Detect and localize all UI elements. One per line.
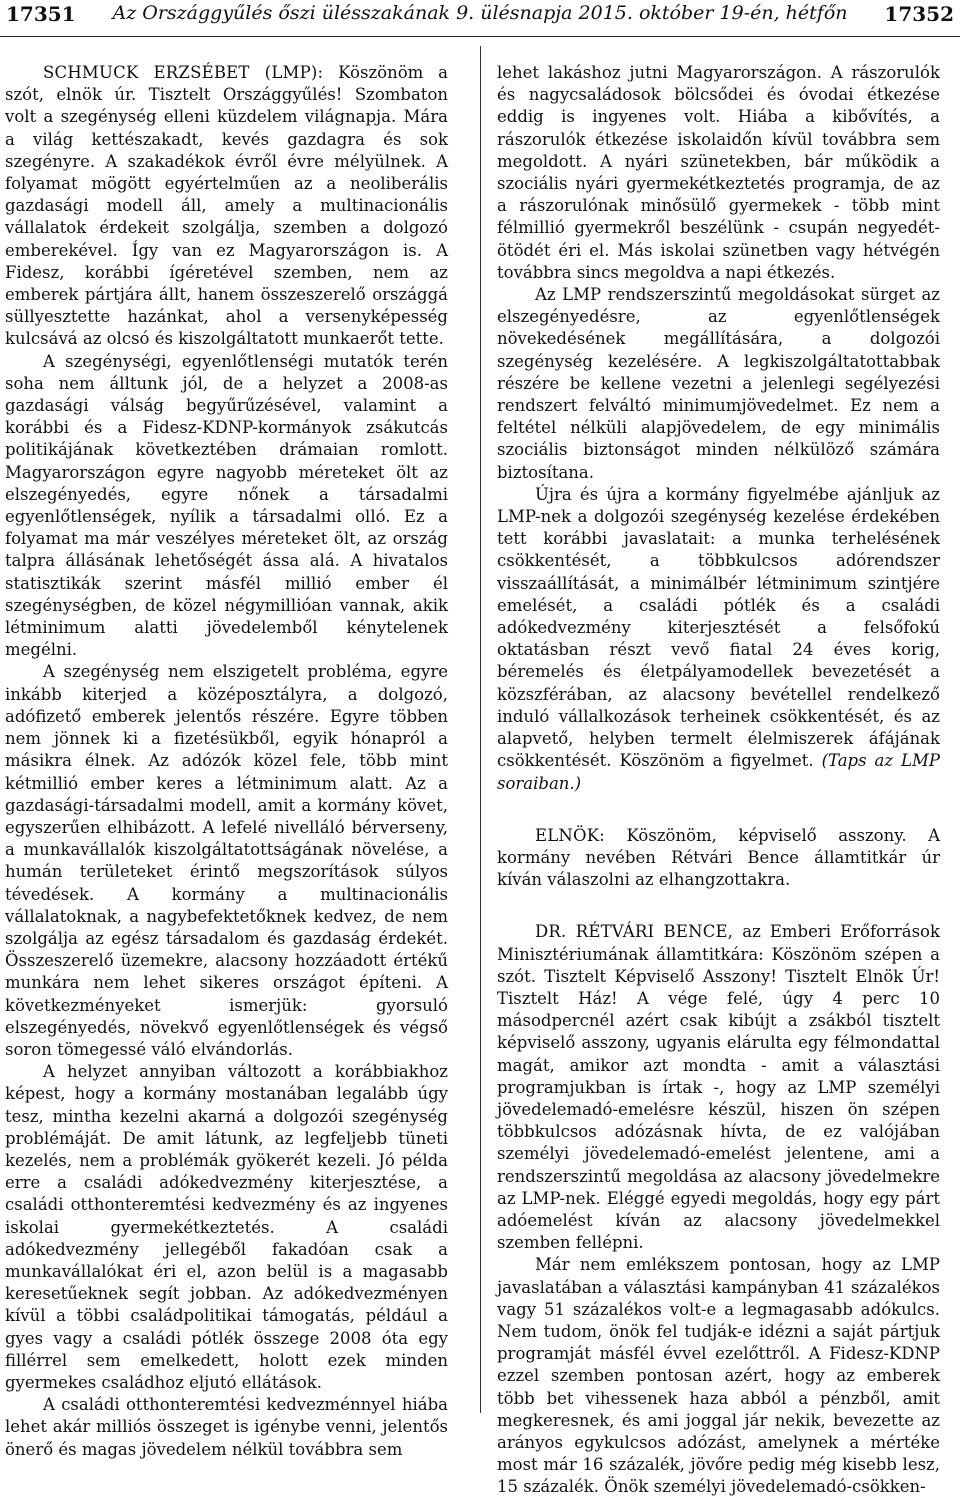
paragraph-text: Újra és újra a kormány figyelmébe ajánljuk az LMP-nek a dolgozói szegénység kezelése érdekében tett korábbi javaslatait: a munka terhelésének csökkentését, a többkulcsos adórendszer visszaállítását, a minimálbér létminimum szintjére emelését, a családi pótlék és a családi adókedvezmény kiterjesztését a felsőfokú oktatásban részt vevő fiatal 24 éves korig, béremelés és életpályamodellek bevezetését a közszférában, az alacsony bevétellel rendelkező induló vállalkozások terheinek csökkentését, és az alapvető, helyben termelt élelmiszerek áfájának csökkentését. Köszönöm a figyelmet. xyxy=(497,484,940,771)
paragraph-continued: lehet lakáshoz jutni Magyarországon. A rászorulók és nagycsaládosok bölcsődei és óvodai étkezése eddig is ingyenes volt. Hiába a kibővítés, a rászorulók étkezése iskolaidőn kívül továbbra sem megoldott. A nyári szünetekben, bár működik a szociális nyári gyermekétkeztetés programja, de az a rászorulónak minősülő gyermekek - több mint félmillió gyermekről beszélünk - csupán negyedét-ötödét éri el. Más iskolai szünetben vagy hétvégén továbbra sincs megoldva a napi étkezés. xyxy=(497,63,940,282)
page-header xyxy=(0,0,960,40)
paragraph-text: Köszönöm, képviselő asszony. A kormány nevében Rétvári Bence államtitkár úr kíván válaszolni az elhangzottakra. xyxy=(497,825,940,890)
running-title: Az Országgyűlés őszi ülésszakának 9. ülésnapja 2015. október 19-én, hétfőn xyxy=(112,2,848,24)
page-number-left: 17351 xyxy=(6,2,76,26)
header-rule xyxy=(0,36,960,37)
speaker-name: DR. RÉTVÁRI BENCE, xyxy=(535,922,734,942)
paragraph: A szegénységi, egyenlőtlenségi mutatók terén soha nem álltunk jól, de a helyzet a 2008-as gazdasági válság begyűrűzésével, valamint a korábbi és a Fidesz-KDNP-kormányok zsákutcás politikájának következtében drámaian romlott. Magyarországon egyre nagyobb méreteket ölt az elszegényedés, egyre nőnek a társadalmi egyenlőtlenségek, nyílik a társadalmi olló. Ez a folyamat ma már veszélyes méreteket ölt, az ország talpra állásának lehetőségét ássa alá. A hivatalos statisztikák szerint másfél millió ember él szegénységben, de közel négymillióan vannak, akik létminimum alatti jövedelemből kénytelenek megélni. xyxy=(5,351,448,660)
paragraph: Az LMP rendszerszintű megoldásokat sürget az elszegényedésre, az egyenlőtlenségek növekedésének megállítására, a dolgozói szegénység kezelésére. A legkiszolgáltatottabbak részére be kellene vezetni a jelenlegi segélyezési rendszert felváltó minimumjövedelmet. Ez nem a feltétel nélküli alapjövedelem, de egy minimális szociális biztonságot minden nélkülöző számára biztosítana. xyxy=(497,285,940,482)
right-column xyxy=(497,62,940,1497)
paragraph: A családi otthonteremtési kedvezménnyel hiába lehet akár milliós összeget is igénybe venni, jelentős önerő és magas jövedelem nélkül továbbra sem xyxy=(5,1395,448,1459)
page-number-right: 17352 xyxy=(884,2,954,26)
speaker-name: ELNÖK: xyxy=(535,825,606,845)
column-divider xyxy=(480,46,481,1413)
paragraph-text: Köszönöm a szót, elnök úr. Tisztelt Országgyűlés! Szombaton volt a szegénység elleni küzdelem világnapja. Mára a világ kettészakadt, kevés gazdagra és sok szegényre. A szakadékok évről évre mélyülnek. A folyamat mögött egyértelműen az a neoliberális gazdasági modell áll, amely a multinacionális vállalatok érdekeit szolgálja, szemben a dolgozó emberekével. Így van ez Magyarországon is. A Fidesz, korábbi ígéretével szemben, nem az emberek pártjára állt, hanem összeszerelő országgá süllyesztette hazánkat, ahol a versenyképesség kulcsává az olcsó és kiszolgáltatott munkaerőt tette. xyxy=(5,63,448,349)
paragraph: A helyzet annyiban változott a korábbiakhoz képest, hogy a kormány mostanában legalább úgy tesz, mintha kezelni akarná a dolgozói szegénység problémáját. De amit látunk, az legfeljebb tüneti kezelés, nem a problémák gyökerét kezeli. Jó példa erre a családi adókedvezmény kiterjesztése, a családi otthonteremtési kedvezmény és az ingyenes iskolai gyermekétkeztetés. A családi adókedvezmény jellegéből fakadóan csak a munkavállalókat éri el, azon belül is a magasabb keresetűeknek segít jobban. Az adókedvezményen kívül a többi családpolitikai támogatás, például a gyes vagy a családi pótlék összege 2008 óta egy fillérrel sem emelkedett, holott ezek minden gyermekes családhoz eljutó ellátások. xyxy=(5,1062,448,1392)
left-column xyxy=(5,62,448,1459)
paragraph: A szegénység nem elszigetelt probléma, egyre inkább kiterjed a középosztályra, a dolgozó, adófizető emberek jelentős részére. Egyre többen nem jönnek ki a fizetésükből, egyik hónapról a másikra élnek. Az adózók közel fele, több mint kétmillió ember keres a létminimum alatt. Az a gazdasági-társadalmi modell, amit a kormány követ, egyszerűen elhibázott. A lefelé nivelláló bérverseny, a munkavállalók kiszolgáltatottságának növelése, a humán területeket érintő megszorítások súlyos tévedések. A kormány a multinacionális vállalatoknak, a nagybefektetőknek kedvez, de nem szolgálja az egész társadalom és gazdaság érdekét. Összeszerelő üzemekre, alacsony hozzáadott értékű munkára nem lehet sikeres országot építeni. A következményeket ismerjük: gyorsuló elszegényedés, növekvő egyenlőtlenségek és végső soron tömegessé váló elvándorlás. xyxy=(5,662,448,1059)
paragraph-retvari xyxy=(497,921,940,1254)
paragraph-text: az Emberi Erőforrások Minisztériumának államtitkára: Köszönöm szépen a szót. Tisztelt Képviselő Asszony! Tisztelt Elnök Úr! Tisztelt Ház! A vége felé, úgy 4 perc 10 másodpercnél azért csak kibújt a zsákból tisztelt képviselő asszony, ugyanis elárulta egy félmondattal magát, amikor azt mondta - amit a választási programjukban is írtak -, hogy az LMP személyi jövedelemadó-emelésre készül, hiszen ön szépen többkulcsos adózásnak hívta, de ez valójában személyi jövedelemadó-emelést jelentene, ami a rendszerszintű megoldása az alacsony jövedelmekre az LMP-nek. Eléggé egyedi megoldás, hogy egy párt adóemelést kíván az alacsony jövedelmekkel szemben fellépni. xyxy=(497,922,940,1253)
paragraph-elnok xyxy=(497,825,940,892)
paragraph: Már nem emlékszem pontosan, hogy az LMP javaslatában a választási kampányban 41 százalékos vagy 51 százalékos volt-e a legmagasabb adókulcs. Nem tudom, önök fel tudják-e idézni a saját pártjuk programját másfél évvel ezelőttről. A Fidesz-KDNP ezzel szemben pontosan azért, hogy az emberek több bet vihessenek haza abból a pénzből, amit megkeresnek, és ami joggal jár nekik, bevezette az arányos egykulcsos adózást, amelynek a mértéke most már 16 százalék, jövőre pedig még kisebb lesz, 15 százalék. Önök személyi jövedelemadó-csökken- xyxy=(497,1255,940,1497)
speaker-name: SCHMUCK ERZSÉBET (LMP): xyxy=(43,63,324,82)
paragraph xyxy=(497,484,940,795)
applause-note: (Taps az LMP soraiban.) xyxy=(497,751,940,793)
paragraph-schmuck-speech xyxy=(5,62,448,351)
